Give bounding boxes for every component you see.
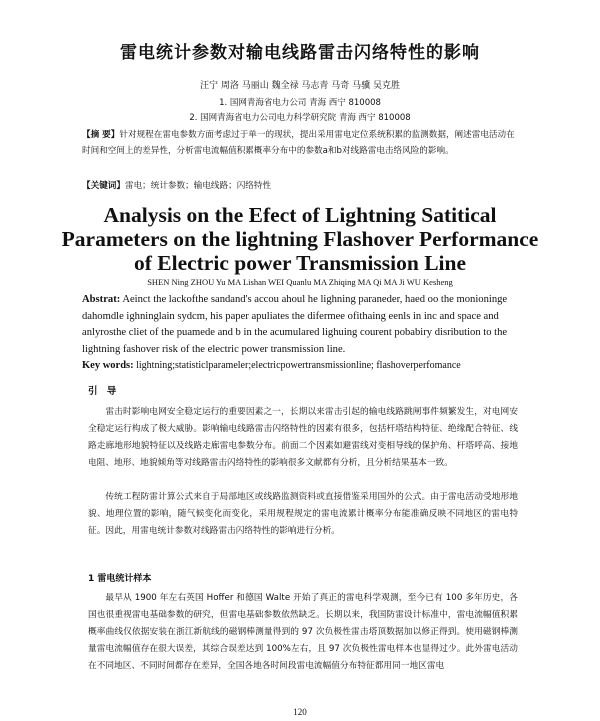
affiliation-2: 2. 国网青海省电力公司电力科学研究院 青海 西宁 810008 (189, 113, 411, 123)
intro-paragraph-1-text: 雷击时影响电网安全稳定运行的重要因素之一，长期以来雷击引起的输电线路跳闸事件频繁发生，对电网安全稳定运行构成了极大威胁。影响输电线路雷击闪络特性的因素有很多，包括杆塔结构特征、绝缘配合特征、线路走廊地形地貌特征以及线路走廊雷电参数分布。前面二个因素如避雷线对变相导线的保护角、杆塔呼高、接地电阻、地形、地貌倾角等对线路雷击闪络特性的影响很多文献都有分析，且分析结果基本一致。 (88, 407, 518, 468)
section-1-paragraph (88, 590, 518, 675)
intro-heading: 引 导 (88, 386, 120, 397)
english-title-line-3: of Electric power Transmission Line (133, 251, 467, 275)
english-keywords (82, 360, 522, 371)
chinese-title: 雷电统计参数对输电线路雷击闪络特性的影响 (120, 43, 480, 63)
chinese-abstract (82, 127, 522, 159)
english-authors: SHEN Ning ZHOU Yu MA Lishan WEI Quanlu MA Zhiqing MA Qi MA Ji WU Kesheng (147, 277, 453, 287)
chinese-keywords-text: 雷电；统计参数；输电线路；闪络特性 (124, 181, 272, 191)
english-title (0, 203, 600, 275)
intro-paragraph-2 (88, 489, 518, 540)
chinese-abstract-text: 针对规程在雷电参数方面考虑过于单一的现状，提出采用雷电定位系统积累的监测数据，阐述雷电活动在时间和空间上的差异性，分析雷电流幅值积累概率分布中的参数a和b对线路雷电击络风险的影响。 (82, 130, 515, 156)
page-number: 120 (293, 707, 307, 717)
english-abstract (82, 292, 522, 358)
chinese-authors: 汪宁 周洛 马丽山 魏全禄 马志青 马奇 马骥 吴克胜 (199, 81, 401, 91)
english-title-line-1: Analysis on the Efect of Lightning Satitical (103, 203, 497, 227)
english-keywords-label: Key words: (82, 360, 134, 371)
english-title-line-2: Parameters on the lightning Flashover Performance (61, 227, 539, 251)
affiliation-1: 1. 国网青海省电力公司 青海 西宁 810008 (219, 98, 381, 108)
chinese-keywords-label: 【关键词】 (82, 181, 125, 191)
english-keywords-text: lightning;statisticlparameler;electricpowertransmissionline; flashoverperfomance (136, 360, 461, 371)
english-abstract-text: Aeinct the lackofthe sandand's accou ahoul he lighning paraneder, haed oo the monioninge dahomdle ighninglain sydcm, his paper apuliates the difermee ofithaing eenls in inc and space and anlyrosthe cliet of the puamede and b in the acumulared lighuing courent pobabiry disribution to the lightning fashover risk of the electric power transmission line. (82, 294, 508, 355)
chinese-abstract-label: 【摘 要】 (82, 130, 120, 140)
section-1-paragraph-text: 最早从 1900 年左右英国 Hoffer 和德国 Walte 开始了真正的雷电科学观测，至今已有 100 多年历史，各国也很重视雷电基础参数的研究，但雷电基础参数依然缺乏。长期以来，我国防雷设计标准中，雷电流幅值积累概率曲线仅依据安装在浙江新航线的磁钢棒测量得到的 97 次负极性雷击塔顶数据加以修正得到。使用磁钢棒测量雷电流幅值存在很大误差，其综合误差达到 100%左右，且 97 次负极性雷电样本也显得过少。此外雷电活动在不同地区、不同时间都存在差异，全国各地各时间段雷电流幅值分布特征都用同一地区雷电 (88, 593, 518, 671)
intro-paragraph-1 (88, 404, 518, 472)
section-1-heading: 1 雷电统计样本 (88, 574, 152, 584)
intro-paragraph-2-text: 传统工程防雷计算公式来自于局部地区或线路监测资料或直接借鉴采用国外的公式。由于雷电活动受地形地貌、地理位置的影响，随气候变化而变化，采用规程规定的雷电流累计概率分布能准确反映不同地区的雷电特征。因此，用雷电统计参数对线路雷击闪络特性的影响进行分析。 (88, 492, 518, 536)
english-abstract-label: Abstrat: (82, 294, 121, 305)
chinese-keywords (82, 179, 522, 191)
